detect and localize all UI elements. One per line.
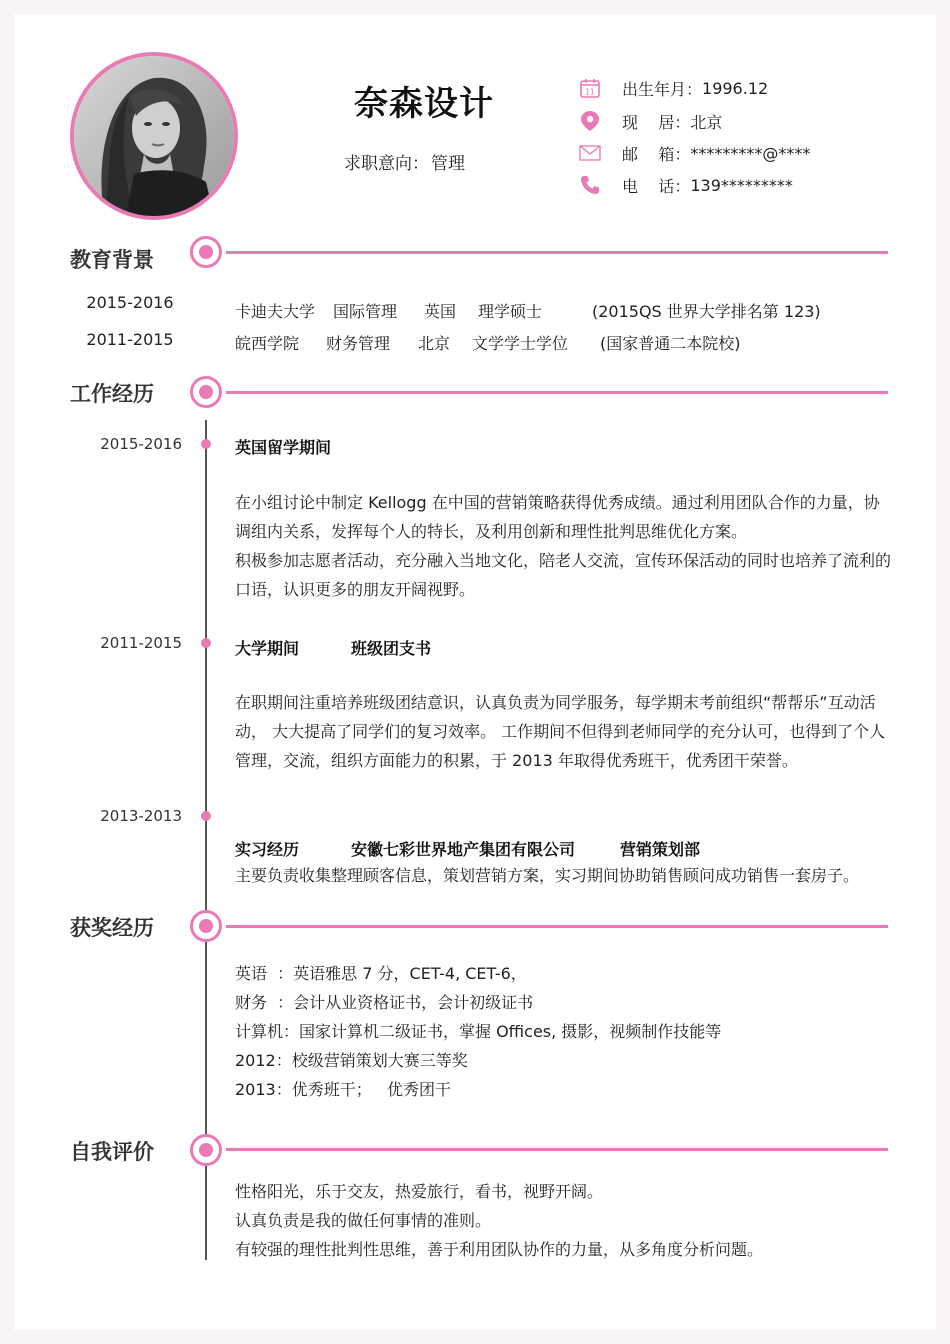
phone-icon <box>578 173 602 197</box>
education-degree: 文学学士学位 <box>472 334 569 353</box>
info-value: 北京 <box>690 112 723 132</box>
section-title-self: 自我评价 <box>70 1140 154 1164</box>
info-value: 1996.12 <box>702 78 769 98</box>
work-company: 安徽七彩世界地产集团有限公司 <box>351 840 576 859</box>
timeline-dot <box>201 811 211 821</box>
education-major: 国际管理 <box>333 302 398 321</box>
job-intent <box>342 149 465 174</box>
info-value: 139********* <box>690 175 793 195</box>
section-divider <box>226 925 888 928</box>
calendar-day: 11 <box>585 87 595 97</box>
info-label: 邮 箱： <box>622 144 691 164</box>
education-date: 2011-2015 <box>86 330 174 349</box>
section-title-awards: 获奖经历 <box>70 916 154 940</box>
info-label: 现 居： <box>622 112 691 132</box>
info-value: *********@**** <box>690 143 811 163</box>
calendar-icon <box>578 76 602 100</box>
awards-list <box>235 959 895 1104</box>
work-paragraph: 积极参加志愿者活动，充分融入当地文化，陪老人交流，宣传环保活动的同时也培养了流利的口语，认识更多的朋友开阔视野。 <box>235 551 892 599</box>
info-email <box>578 141 810 165</box>
self-eval-list <box>235 1177 895 1264</box>
education-date: 2015-2016 <box>86 293 174 312</box>
info-label: 出生年月： <box>622 79 703 99</box>
work-title: 实习经历 <box>235 840 300 859</box>
info-phone <box>578 173 793 197</box>
section-divider <box>226 251 888 254</box>
resume-page <box>14 14 936 1330</box>
timeline-dot <box>201 439 211 449</box>
education-school: 皖西学院 <box>235 334 300 353</box>
award-item: 财务 ：会计从业资格证书，会计初级证书 <box>235 993 534 1012</box>
education-place: 北京 <box>418 334 451 353</box>
work-paragraph: 在职期间注重培养班级团结意识，认真负责为同学服务，每学期末考前组织“帮帮乐”互动活动， 大大提高了同学们的复习效率。 工作期间不但得到老师同学的充分认可，也得到了个人管理，交流，组织方面能力的积累，于 2013 年取得优秀班干，优秀团干荣誉。 <box>235 693 886 770</box>
candidate-name: 奈森设计 <box>354 84 494 124</box>
section-divider <box>226 1148 888 1151</box>
avatar <box>70 52 238 220</box>
location-pin-icon <box>578 109 602 133</box>
work-role: 班级团支书 <box>351 639 432 658</box>
education-school: 卡迪夫大学 <box>235 302 316 321</box>
award-item: 英语 ：英语雅思 7 分，CET-4, CET-6， <box>235 964 527 983</box>
self-eval-item: 性格阳光，乐于交友，热爱旅行，看书，视野开阔。 <box>235 1182 604 1201</box>
work-date: 2013-2013 <box>100 807 182 825</box>
self-eval-item: 认真负责是我的做任何事情的准则。 <box>235 1211 492 1230</box>
section-marker-icon <box>190 1134 222 1166</box>
info-label: 电 话： <box>622 176 691 196</box>
education-place: 英国 <box>424 302 457 321</box>
work-title: 英国留学期间 <box>235 438 332 457</box>
info-residence <box>578 109 722 133</box>
info-birth <box>578 76 768 100</box>
work-department: 营销策划部 <box>620 840 701 859</box>
work-date: 2011-2015 <box>100 634 182 652</box>
timeline-dot <box>201 638 211 648</box>
work-date: 2015-2016 <box>100 435 182 453</box>
work-paragraph: 在小组讨论中制定 Kellogg 在中国的营销策略获得优秀成绩。通过利用团队合作的力量，协调组内关系，发挥每个人的特长，及利用创新和理性批判思维优化方案。 <box>235 493 880 541</box>
section-marker-icon <box>190 236 222 268</box>
education-degree: 理学硕士 <box>478 302 543 321</box>
mail-icon <box>578 141 602 165</box>
section-divider <box>226 391 888 394</box>
award-item: 2012：校级营销策划大赛三等奖 <box>235 1051 468 1070</box>
work-paragraph: 主要负责收集整理顾客信息，策划营销方案，实习期间协助销售顾问成功销售一套房子。 <box>235 866 860 885</box>
award-item: 2013：优秀班干； 优秀团干 <box>235 1080 451 1099</box>
job-intent-value: 管理 <box>431 154 465 174</box>
portrait-image <box>74 56 234 216</box>
self-eval-item: 有较强的理性批判性思维，善于利用团队协作的力量，从多角度分析问题。 <box>235 1240 764 1259</box>
work-title: 大学期间 <box>235 639 300 658</box>
section-marker-icon <box>190 910 222 942</box>
section-title-work: 工作经历 <box>70 382 154 406</box>
section-title-education: 教育背景 <box>70 248 154 272</box>
section-marker-icon <box>190 376 222 408</box>
job-intent-label: 求职意向： <box>344 154 429 174</box>
education-note: (国家普通二本院校) <box>600 334 741 353</box>
education-major: 财务管理 <box>326 334 391 353</box>
award-item: 计算机：国家计算机二级证书，掌握 Offices, 摄影，视频制作技能等 <box>235 1022 722 1041</box>
education-note: (2015QS 世界大学排名第 123) <box>592 302 821 321</box>
